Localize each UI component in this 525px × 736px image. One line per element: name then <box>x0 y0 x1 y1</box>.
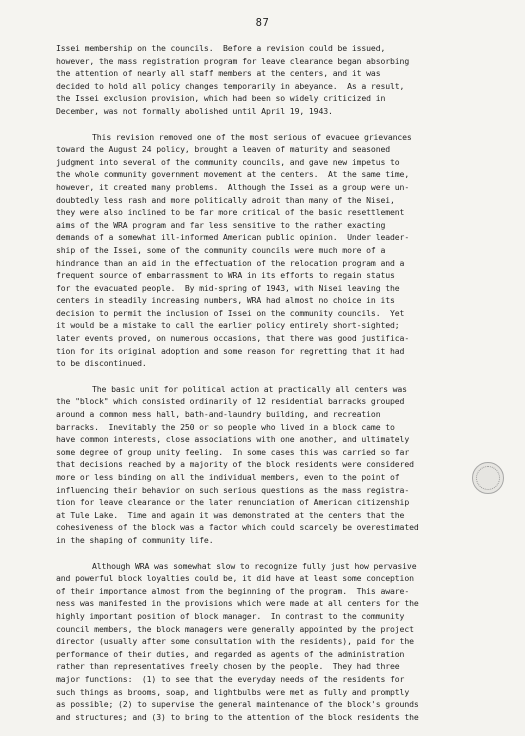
text-line: to be discontinued. <box>56 358 147 369</box>
paragraph <box>56 42 496 118</box>
text-line: and structures; and (3) to bring to the attention of the block residents the <box>56 711 419 722</box>
text-line: at Tule Lake. Time and again it was demonstrated at the centers that the <box>56 509 405 520</box>
text-line: influencing their behavior on such serious questions as the mass registra- <box>56 484 410 495</box>
text-line: December, was not formally abolished until April 19, 1943. <box>56 105 333 116</box>
paragraph <box>56 383 496 547</box>
text-line: ness was manifested in the provisions which were made at all centers for the <box>56 598 419 609</box>
text-line: The basic unit for political action at practically all centers was <box>92 383 407 394</box>
text-line: more or less binding on all the individual members, even to the point of <box>56 472 400 482</box>
text-line: demands of a somewhat ill-informed American public opinion. Under leader- <box>56 232 410 243</box>
text-line: the attention of nearly all staff members at the centers, and it was <box>56 68 381 79</box>
text-line: as possible; (2) to supervise the general maintenance of the block's grounds <box>56 699 419 710</box>
text-line: decision to permit the inclusion of Issei on the community councils. Yet <box>56 307 405 318</box>
text-line: Issei membership on the councils. Before a revision could be issued, <box>56 43 386 53</box>
text-line: the Issei exclusion provision, which had been so widely criticized in <box>56 93 386 104</box>
text-line: the whole community government movement at the centers. At the same time, <box>56 169 410 180</box>
text-line: later events proved, on numerous occasions, that there was good justifica- <box>56 333 410 344</box>
text-line: cohesiveness of the block was a factor which could scarcely be overestimated <box>56 522 419 533</box>
page-number: 87 <box>255 17 270 29</box>
text-line: centers in steadily increasing numbers, WRA had almost no choice in its <box>56 295 395 306</box>
text-line: doubtedly less rash and more politically adroit than many of the Nisei, <box>56 194 395 205</box>
archive-stamp-ring <box>476 466 500 490</box>
text-line: council members, the block managers were generally appointed by the project <box>56 623 414 634</box>
text-line: the "block" which consisted ordinarily of 12 residential barracks grouped <box>56 396 405 407</box>
text-line: toward the August 24 policy, brought a leaven of maturity and seasoned <box>56 144 391 155</box>
text-line: and powerful block loyalties could be, it did have at least some conception <box>56 573 414 584</box>
text-line: some degree of group unity feeling. In some cases this was carried so far <box>56 446 410 457</box>
text-line: in the shaping of community life. <box>56 534 214 545</box>
text-line: of their importance almost from the beginning of the program. This aware- <box>56 585 410 596</box>
text-line: rather than representatives freely chosen by the people. They had three <box>56 661 400 672</box>
text-line: decided to hold all policy changes temporarily in abeyance. As a result, <box>56 80 405 91</box>
text-line: judgment into several of the community councils, and gave new impetus to <box>56 156 400 167</box>
text-line: that decisions reached by a majority of the block residents were considered <box>56 459 414 470</box>
text-line: tion for its original adoption and some reason for regretting that it had <box>56 345 405 356</box>
text-line: for the evacuated people. By mid-spring of 1943, with Nisei leaving the <box>56 282 400 293</box>
document-body <box>56 42 496 736</box>
archive-stamp <box>472 462 504 494</box>
text-line: however, the mass registration program for leave clearance began absorbing <box>56 55 410 66</box>
text-line: Although WRA was somewhat slow to recognize fully just how pervasive <box>92 560 417 571</box>
text-line: highly important position of block manager. In contrast to the community <box>56 610 405 621</box>
text-line: major functions: (1) to see that the everyday needs of the residents for <box>56 673 405 684</box>
text-line: ship of the Issei, some of the community councils were much more of a <box>56 244 386 255</box>
text-line: it would be a mistake to call the earlier policy entirely short-sighted; <box>56 320 400 331</box>
paragraph <box>56 560 496 724</box>
text-line: have common interests, close associations with one another, and ultimately <box>56 434 410 445</box>
text-line: tion for leave clearance or the later renunciation of American citizenship <box>56 497 410 508</box>
text-line: barracks. Inevitably the 250 or so people who lived in a block came to <box>56 421 395 432</box>
paragraph <box>56 131 496 370</box>
text-line: however, it created many problems. Although the Issei as a group were un- <box>56 181 410 192</box>
text-line: director (usually after some consultation with the residents), paid for the <box>56 636 414 647</box>
text-line: This revision removed one of the most serious of evacuee grievances <box>92 131 412 142</box>
text-line: around a common mess hall, bath-and-laundry building, and recreation <box>56 409 381 420</box>
text-line: hindrance than an aid in the effectuation of the relocation program and a <box>56 257 405 268</box>
text-line: such things as brooms, soap, and lightbulbs were met as fully and promptly <box>56 686 410 697</box>
text-line: performance of their duties, and regarded as agents of the administration <box>56 648 405 659</box>
text-line: they were also inclined to be far more critical of the basic resettlement <box>56 207 405 218</box>
text-line: frequent source of embarrassment to WRA in its efforts to regain status <box>56 270 395 281</box>
text-line: aims of the WRA program and far less sensitive to the rather exacting <box>56 219 386 230</box>
